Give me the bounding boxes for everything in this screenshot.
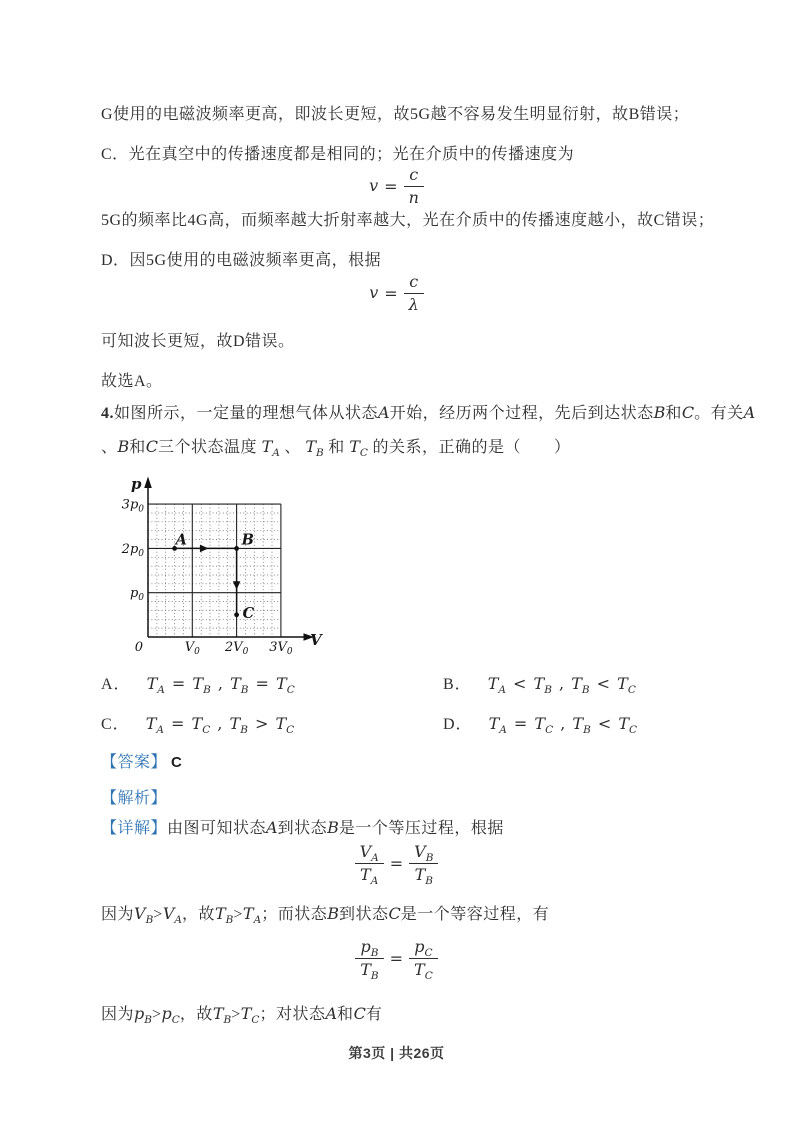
option-c-math: $T_A = T_C$ , $T_B > T_C$: [145, 714, 295, 736]
fraction-numerator: $p_B$: [355, 938, 383, 959]
formula-va-ta-equals-vb-tb: [0, 842, 793, 887]
tick-label: $V_0$: [184, 640, 200, 657]
options-row-2: [101, 711, 721, 734]
formula-v-equals-c-over-n: [0, 166, 793, 206]
tick-label: 0: [134, 640, 143, 655]
option-a-label: A．: [101, 676, 131, 693]
equals-sign: =: [384, 283, 398, 303]
point-label-B: B: [241, 531, 254, 549]
point-B: [234, 546, 239, 551]
option-d-math: $T_A = T_C$ , $T_B < T_C$: [488, 714, 638, 736]
fraction-right: [409, 937, 438, 982]
formula-v-equals-c-over-lambda: [0, 273, 793, 313]
answer-line: [101, 752, 182, 773]
tick-label: $3V_0$: [269, 640, 293, 657]
fraction-numerator: c: [409, 272, 419, 291]
fraction-left: [355, 842, 384, 887]
fraction-denominator: $T_B$: [414, 864, 433, 887]
point-C: [234, 612, 239, 617]
tick-label: $p_0$: [129, 586, 144, 604]
analysis-label: 【解析】: [101, 790, 168, 807]
option-d: [443, 711, 637, 734]
answer-label: 【答案】: [101, 754, 168, 771]
page-footer: 第3页 | 共26页: [348, 1045, 445, 1061]
fraction-numerator: c: [409, 165, 419, 184]
option-c: [101, 711, 443, 734]
process-arrowhead: [200, 545, 209, 553]
fraction-numerator: $V_A$: [355, 843, 384, 864]
question-text: 如图所示，一定量的理想气体从状态A开始，经历两个过程，先后到达状态B和C。有关A: [114, 403, 756, 422]
equals-sign: =: [384, 176, 398, 196]
option-c-label: C．: [101, 716, 130, 733]
point-label-C: C: [242, 604, 255, 622]
option-b-label: B．: [443, 676, 472, 693]
pv-diagram: [108, 473, 323, 665]
pv-diagram-container: [108, 473, 323, 665]
equals-sign: =: [389, 853, 404, 873]
fraction-denominator: n: [408, 187, 419, 207]
paragraph-b-conclusion: G使用的电磁波频率更高，即波长更短，故5G越不容易发生明显衍射，故B错误；: [101, 106, 690, 123]
paragraph-d-conclusion: 可知波长更短，故D错误。: [101, 333, 295, 350]
paragraph-isochoric-conclusion: 因为$p_B>p_C$，故$T_B>T_C$；对状态A和C有: [101, 1004, 383, 1026]
option-a: [101, 671, 443, 694]
y-axis-label: p: [131, 475, 142, 493]
options-row-1: [101, 671, 721, 694]
fraction-denominator: $T_C$: [414, 959, 433, 982]
paragraph-c-conclusion: 5G的频率比4G高，而频率越大折射率越大，光在介质中的传播速度越小，故C错误；: [101, 212, 715, 229]
question-4-line-1: [101, 402, 755, 424]
tick-label: $2p_0$: [121, 541, 144, 559]
fraction-numerator: $V_B$: [409, 843, 438, 864]
analysis-line: [101, 788, 167, 809]
option-d-label: D．: [443, 716, 473, 733]
fraction-numerator: $p_C$: [409, 938, 438, 959]
formula-pb-tb-equals-pc-tc: [0, 937, 793, 982]
option-a-math: $T_A = T_B$ , $T_B = T_C$: [146, 674, 295, 696]
fraction-denominator: $T_B$: [360, 959, 379, 982]
question-4-line-2: 、B和C三个状态温度 $T_A$ 、 $T_B$ 和 $T_C$ 的关系，正确的是（ ）: [101, 437, 571, 459]
process-arrowhead: [233, 581, 241, 590]
paragraph-isobaric-conclusion: 因为$V_B>V_A$，故$T_B>T_A$；而状态B到状态C是一个等容过程，有: [101, 904, 550, 926]
fraction: [404, 273, 424, 313]
detail-label: 【详解】: [101, 820, 168, 837]
detail-text: 由图可知状态A到状态B是一个等压过程，根据: [167, 818, 504, 837]
tick-label: $3p_0$: [121, 497, 144, 515]
fraction-right: [409, 842, 438, 887]
detail-line: [101, 817, 504, 839]
paragraph-option-d-analysis: D．因5G使用的电磁波频率更高，根据: [101, 252, 382, 269]
formula-lhs: v: [369, 282, 379, 302]
question-number: 4.: [101, 405, 114, 422]
fraction-left: [355, 937, 383, 982]
formula-lhs: v: [369, 175, 379, 195]
y-axis-arrow: [144, 477, 152, 489]
paragraph-option-c-analysis: C．光在真空中的传播速度都是相同的；光在介质中的传播速度为: [101, 146, 575, 163]
fraction: [404, 166, 424, 206]
answer-value: C: [171, 754, 183, 771]
fraction-denominator: λ: [408, 294, 419, 314]
point-label-A: A: [175, 531, 187, 549]
equals-sign: =: [389, 948, 404, 968]
fraction-denominator: $T_A$: [360, 864, 379, 887]
tick-label: $2V_0$: [224, 640, 249, 657]
paragraph-final-answer-q3: 故选A。: [101, 373, 163, 390]
option-b-math: $T_A < T_B$ , $T_B < T_C$: [487, 674, 636, 696]
option-b: [443, 671, 636, 694]
x-axis-label: V: [310, 631, 322, 649]
